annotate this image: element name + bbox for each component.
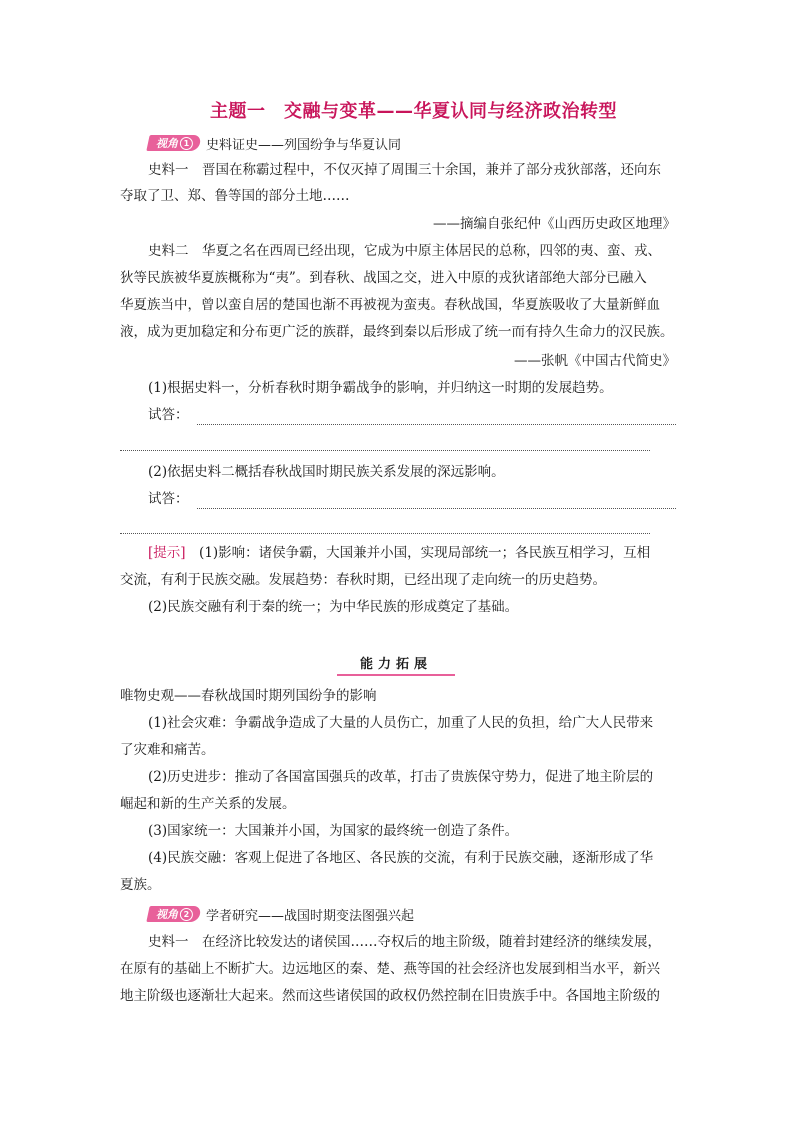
badge-label: 视角 — [156, 908, 178, 921]
view2-heading: 学者研究——战国时期变法图强兴起 — [206, 908, 415, 924]
hint-line-1 — [148, 543, 676, 563]
hint-label: [提示] — [148, 545, 186, 561]
view2-header — [148, 904, 414, 924]
source2-line: 华夏族当中，曾以蛮自居的楚国也渐不再被视为蛮夷。春秋战国，华夏族吸收了大量新鲜血 — [120, 297, 660, 313]
ability-line: (4)民族交融：客观上促进了各地区、各民族的交流，有利于民族交融，逐渐形成了华 — [148, 850, 654, 866]
source2-citation: ——张帆《中国古代简史》 — [514, 353, 676, 369]
badge-label: 视角 — [156, 137, 178, 150]
view2-line: 地主阶级也逐渐壮大起来。然而这些诸侯国的政权仍然控制在旧贵族手中。各国地主阶级的 — [120, 988, 660, 1004]
question-1: (1)根据史料一，分析春秋时期争霸战争的影响，并归纳这一时期的发展趋势。 — [148, 380, 613, 396]
ability-line: (2)历史进步：推动了各国富国强兵的改革，打击了贵族保守势力，促进了地主阶层的 — [148, 769, 654, 785]
answer-line[interactable] — [120, 532, 650, 534]
badge-number: 1 — [180, 137, 193, 150]
hint-text: (1)影响：诸侯争霸，大国兼并小国，实现局部统一；各民族互相学习，互相 — [199, 545, 651, 561]
source2-line: 史料二 华夏之名在西周已经出现，它成为中原主体居民的总称，四邻的夷、蛮、戎、 — [148, 243, 661, 259]
answer-area-1[interactable] — [148, 405, 676, 425]
badge-number: 2 — [180, 908, 193, 921]
source1-citation: ——摘编自张纪仲《山西历史政区地理》 — [433, 216, 676, 232]
question-2: (2)依据史料二概括春秋战国时期民族关系发展的深远影响。 — [148, 464, 505, 480]
ability-section-title: 能力拓展 — [359, 657, 432, 672]
hint-line-2: 交流，有利于民族交融。发展趋势：春秋时期，已经出现了走向统一的历史趋势。 — [120, 572, 606, 588]
hint-line-3: (2)民族交融有利于秦的统一；为中华民族的形成奠定了基础。 — [148, 599, 519, 615]
answer-label: 试答： — [148, 491, 189, 507]
source2-line: 狄等民族被华夏族概称为“夷”。到春秋、战国之交，进入中原的戎狄诸部绝大部分已融入 — [120, 270, 647, 286]
ability-heading: 唯物史观——春秋战国时期列国纷争的影响 — [120, 688, 377, 704]
view1-header — [148, 133, 401, 153]
view1-heading: 史料证史——列国纷争与华夏认同 — [206, 137, 402, 153]
view2-line: 在原有的基础上不断扩大。边远地区的秦、楚、燕等国的社会经济也发展到相当水平，新兴 — [120, 961, 660, 977]
ability-line: (3)国家统一：大国兼并小国，为国家的最终统一创造了条件。 — [148, 823, 519, 839]
source2-line: 液，成为更加稳定和分布更广泛的族群，最终到秦以后形成了统一而有持久生命力的汉民族。 — [120, 324, 674, 340]
answer-line[interactable] — [120, 449, 650, 451]
answer-line[interactable] — [197, 410, 677, 425]
answer-line[interactable] — [197, 494, 677, 509]
section-underline — [337, 674, 455, 676]
ability-line: 崛起和新的生产关系的发展。 — [120, 796, 296, 812]
page-title: 主题一 交融与变革——华夏认同与经济政治转型 — [210, 101, 617, 122]
ability-line: 夏族。 — [120, 877, 161, 893]
view2-line: 史料一 在经济比较发达的诸侯国……夺权后的地主阶级，随着封建经济的继续发展， — [148, 934, 661, 950]
answer-area-2[interactable] — [148, 489, 676, 509]
view1-badge — [146, 135, 201, 151]
answer-label: 试答： — [148, 407, 189, 423]
source1-line: 史料一 晋国在称霸过程中，不仅灭掉了周围三十余国，兼并了部分戎狄部落，还向东 — [148, 162, 661, 178]
ability-line: 了灾难和痛苦。 — [120, 742, 215, 758]
ability-line: (1)社会灾难：争霸战争造成了大量的人员伤亡，加重了人民的负担，给广大人民带来 — [148, 715, 654, 731]
view2-badge — [146, 906, 201, 922]
source1-line: 夺取了卫、郑、鲁等国的部分土地…… — [120, 188, 350, 204]
